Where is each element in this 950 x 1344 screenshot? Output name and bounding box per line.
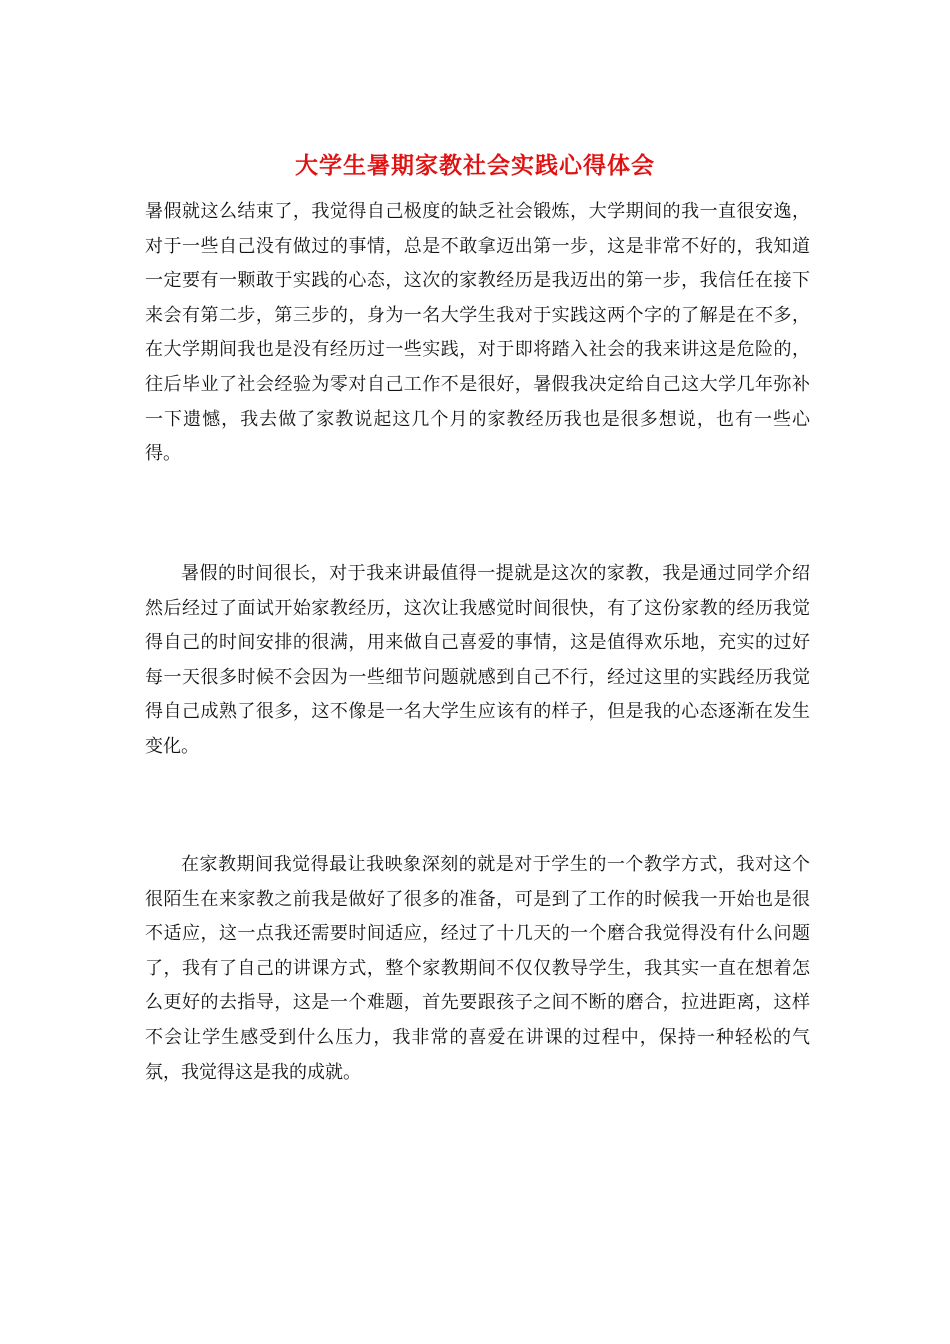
paragraph-1: 暑假就这么结束了，我觉得自己极度的缺乏社会锻炼，大学期间的我一直很安逸，对于一些自己没有做过的事情，总是不敢拿迈出第一步，这是非常不好的，我知道一定要有一颗敢于实践的心态，这次的家教经历是我迈出的第一步，我信任在接下来会有第二步，第三步的，身为一名大学生我对于实践这两个字的了解是在不多，在大学期间我也是没有经历过一些实践，对于即将踏入社会的我来讲这是危险的，往后毕业了社会经验为零对自己工作不是很好，暑假我决定给自己这大学几年弥补一下遗憾，我去做了家教说起这几个月的家教经历我也是很多想说，也有一些心得。 [145,201,810,465]
paragraph-3: 在家教期间我觉得最让我映象深刻的就是对于学生的一个教学方式，我对这个很陌生在来家教之前我是做好了很多的准备，可是到了工作的时候我一开始也是很不适应，这一点我还需要时间适应，经过了十几天的一个磨合我觉得没有什么问题了，我有了自己的讲课方式，整个家教期间不仅仅教导学生，我其实一直在想着怎么更好的去指导，这是一个难题，首先要跟孩子之间不断的磨合，拉进距离，这样不会让学生感受到什么压力，我非常的喜爱在讲课的过程中，保持一种轻松的气氛，我觉得这是我的成就。 [145,854,810,1083]
document-title: 大学生暑期家教社会实践心得体会 [295,152,655,179]
paragraph-2: 暑假的时间很长，对于我来讲最值得一提就是这次的家教，我是通过同学介绍然后经过了面试开始家教经历，这次让我感觉时间很快，有了这份家教的经历我觉得自己的时间安排的很满，用来做自己喜爱的事情，这是值得欢乐地，充实的过好每一天很多时候不会因为一些细节问题就感到自己不行，经过这里的实践经历我觉得自己成熟了很多，这不像是一名大学生应该有的样子，但是我的心态逐渐在发生变化。 [145,563,810,757]
